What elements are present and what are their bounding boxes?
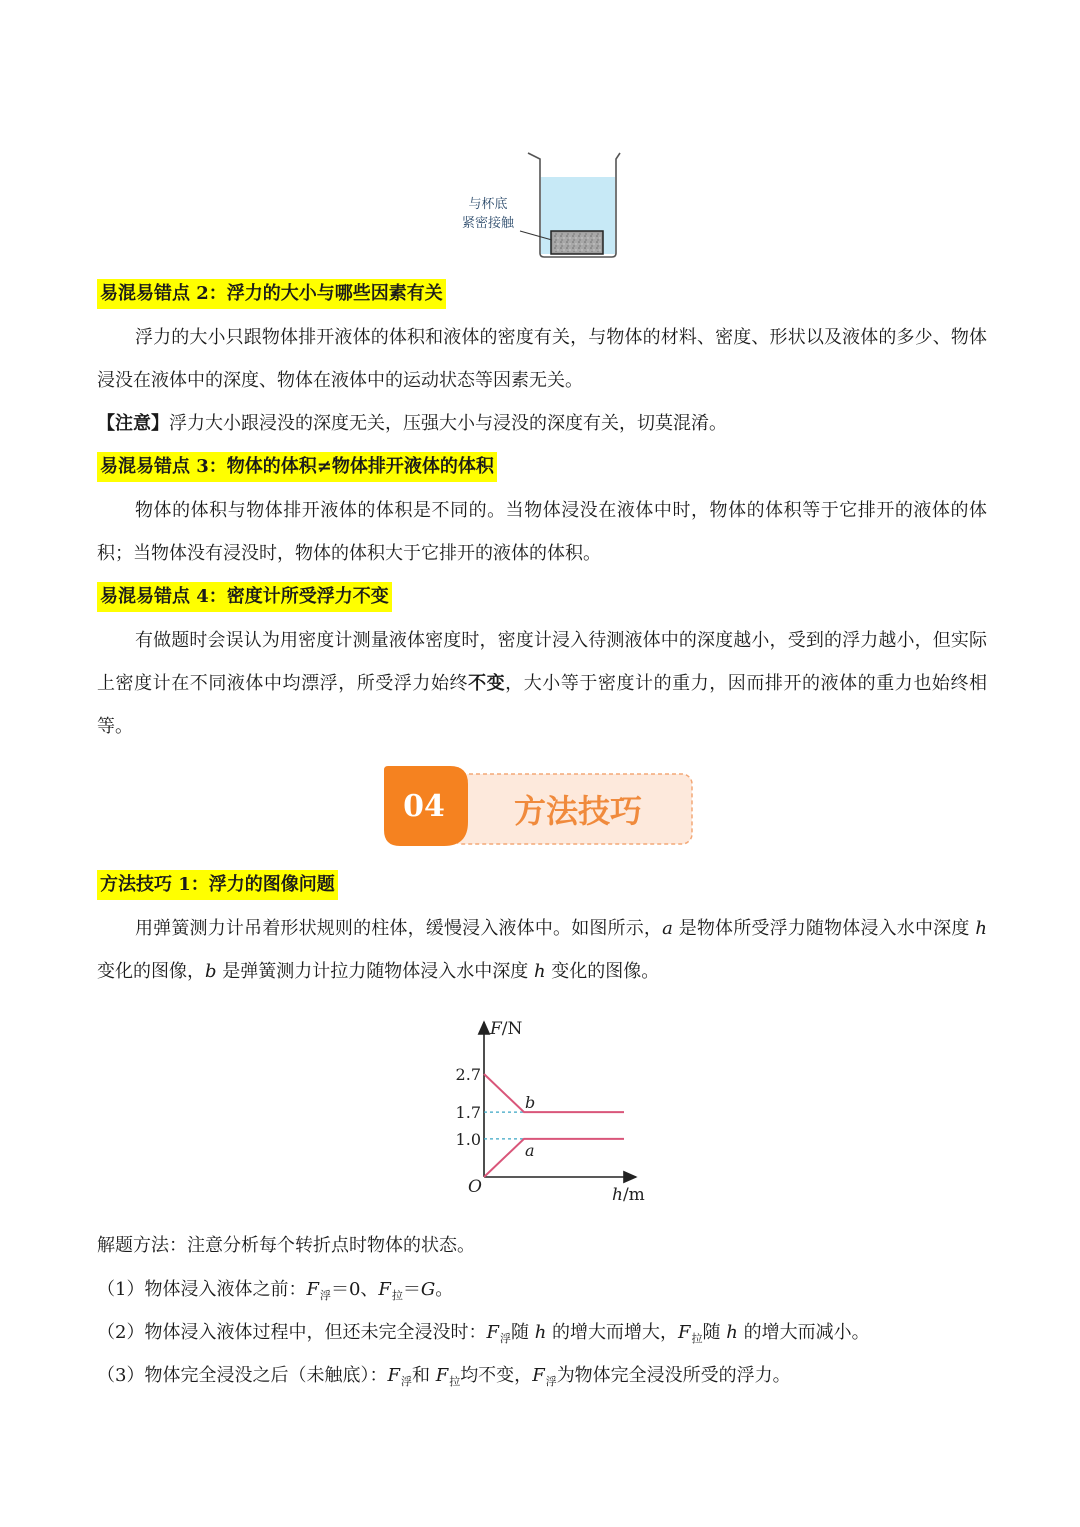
section3-paragraph: 物体的体积与物体排开液体的体积是不同的。当物体浸没在液体中时，物体的体积等于它排开的液体的体积；当物体没有浸没时，物体的体积大于它排开的液体的体积。 [97,500,987,564]
step3-f-la: F [435,1365,449,1386]
step2-t2: 的增大而增大， [546,1322,679,1343]
method1-var-a: a [662,918,673,939]
method1-heading: 方法技巧 1：浮力的图像问题 [97,870,338,900]
section4-text-b: ，大小等于密度计的重力，因而排开的液体的重力也始终相等。 [97,673,987,737]
section2-heading: 易混易错点 2：浮力的大小与哪些因素有关 [97,279,446,309]
step2-t4: 的增大而减小。 [737,1322,870,1343]
solution-step2 [97,1318,870,1354]
step2-f-fu: F [486,1322,499,1343]
step1-sub-fu: 浮 [319,1289,331,1302]
step2-t1: 随 [510,1322,535,1343]
section-banner [380,760,700,852]
series-line-b [484,1074,624,1112]
step3-sub-fu: 浮 [400,1375,412,1388]
step3-prefix: （3）物体完全浸没之后（未触底）： [97,1365,388,1386]
step3-t1: 和 [411,1365,436,1386]
method1-text-1: 用弹簧测力计吊着形状规则的柱体，缓慢浸入液体中。如图所示， [135,918,663,939]
step1-f-fu: F [306,1279,319,1300]
step3-t2: 均不变， [460,1365,533,1386]
solution-intro: 解题方法：注意分析每个转折点时物体的状态。 [97,1235,475,1256]
series-line-a [484,1139,624,1177]
step2-sub-fu: 浮 [499,1332,511,1345]
step1-sub-la: 拉 [391,1289,403,1302]
solution-step3 [97,1361,791,1397]
step1-end: 。 [435,1279,454,1300]
y-tick-label: 1.7 [455,1103,481,1123]
chart-x-axis-label: h/m [612,1185,645,1205]
step2-f-la: F [678,1322,691,1343]
method1-text-2: 是物体所受浮力随物体浸入水中深度 [672,918,976,939]
step2-h-1: h [534,1322,547,1343]
method1-text-5: 变化的图像。 [545,961,660,982]
step1-prefix: （1）物体浸入液体之前： [97,1279,307,1300]
section4-text-bold: 不变 [468,673,506,694]
section2-paragraph: 浮力的大小只跟物体排开液体的体积和液体的密度有关，与物体的材料、密度、形状以及液体的多少、物体浸没在液体中的深度、物体在液体中的运动状态等因素无关。 [97,327,987,391]
banner-number: 04 [403,789,445,824]
beaker-label-line1: 与杯底 [468,197,508,212]
chart-origin-label: O [468,1177,482,1197]
step3-f-fu-2: F [532,1365,545,1386]
beaker-block-texture [553,233,601,252]
step1-eq: ＝ [402,1279,421,1300]
step2-t3: 随 [702,1322,727,1343]
force-depth-chart [440,1010,660,1210]
beaker-label-line2: 紧密接触 [461,216,515,231]
method1-var-b: b [205,961,217,982]
section4-paragraph [97,619,987,748]
method1-paragraph [97,907,987,993]
section3-heading: 易混易错点 3：物体的体积≠物体排开液体的体积 [97,452,497,482]
step2-h-2: h [726,1322,738,1343]
section2-note [97,409,727,439]
y-tick-label: 1.0 [455,1129,481,1149]
section4-text-a: 有做题时会误认为用密度计测量液体密度时，密度计浸入待测液体中的深度越小，受到的浮力越小，但实际上密度计在不同液体中均漂浮，所受浮力始终 [97,630,987,694]
note-text: 浮力大小跟浸没的深度无关，压强大小与浸没的深度有关，切莫混淆。 [169,413,727,434]
step3-sub-la: 拉 [449,1375,461,1388]
chart-y-axis-label: F/N [490,1019,523,1039]
step3-t3: 为物体完全浸没所受的浮力。 [556,1365,791,1386]
series-label-b: b [525,1093,536,1113]
step2-prefix: （2）物体浸入液体过程中，但还未完全浸没时： [97,1322,487,1343]
solution-step1 [97,1275,453,1311]
method1-text-3: 变化的图像， [97,961,205,982]
note-label: 【注意】 [97,413,169,434]
banner-title: 方法技巧 [513,792,643,830]
step1-f-la: F [378,1279,391,1300]
step2-sub-la: 拉 [691,1332,703,1345]
series-label-a: a [525,1140,535,1160]
step1-mid: ＝0、 [330,1279,379,1300]
step1-g: G [420,1279,436,1300]
step3-f-fu: F [387,1365,400,1386]
section4-heading: 易混易错点 4：密度计所受浮力不变 [97,582,392,612]
y-tick-label: 2.7 [455,1065,481,1084]
method1-var-h-2: h [533,961,546,982]
beaker-figure [440,145,640,265]
method1-text-4: 是弹簧测力计拉力随物体浸入水中深度 [216,961,534,982]
step3-sub-fu-2: 浮 [545,1375,557,1388]
method1-var-h-1: h [975,918,987,939]
